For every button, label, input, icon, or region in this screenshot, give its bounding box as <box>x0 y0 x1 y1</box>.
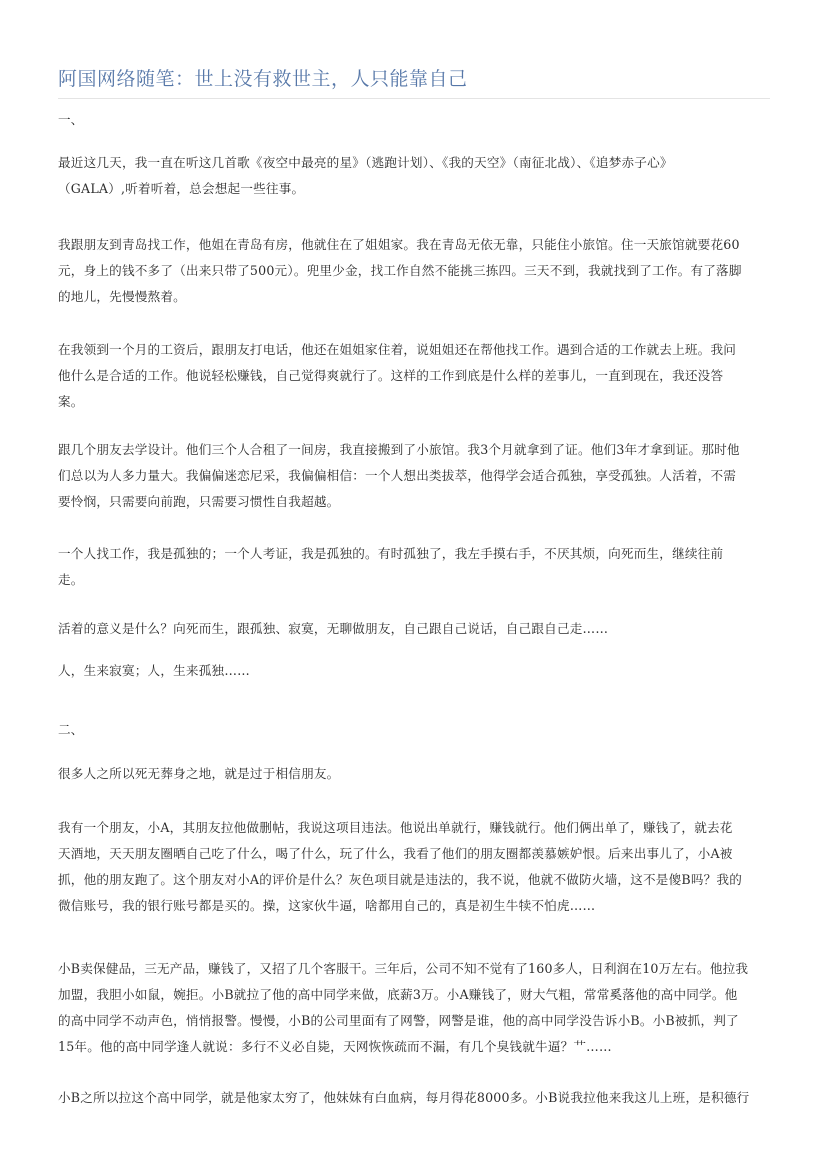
section-heading-1: 一、 <box>58 112 84 127</box>
text-line: 元，身上的钱不多了（出来只带了500元）。兜里少金，找工作自然不能挑三拣四。三天不到，我就找到了工作。有了落脚 <box>58 263 742 278</box>
text-line: 一个人找工作，我是孤独的；一个人考证，我是孤独的。有时孤独了，我左手摸右手，不厌其烦，向死而生，继续往前 <box>58 546 724 561</box>
text-line: 要怜悯，只需要向前跑，只需要习惯性自我超越。 <box>58 494 340 509</box>
paragraph <box>58 541 770 593</box>
page-title: 阿国网络随笔：世上没有救世主，人只能靠自己 <box>58 68 468 90</box>
text-line: 活着的意义是什么？向死而生，跟孤独、寂寞，无聊做朋友，自己跟自己说话，自己跟自己走…… <box>58 621 609 636</box>
text-line: 微信账号，我的银行账号都是买的。操，这家伙牛逼，啥都用自己的，真是初生牛犊不怕虎…… <box>58 898 596 913</box>
paragraph <box>58 815 770 919</box>
text-line: 人，生来寂寞；人，生来孤独…… <box>58 663 250 678</box>
text-line: 他什么是合适的工作。他说轻松赚钱，自己觉得爽就行了。这样的工作到底是什么样的差事儿，一直到现在，我还没答 <box>58 368 724 383</box>
paragraph <box>58 616 770 642</box>
text-line: 加盟，我胆小如鼠，婉拒。小B就拉了他的高中同学来做，底薪3万。小A赚钱了，财大气粗，常常奚落他的高中同学。他 <box>58 987 738 1002</box>
text-line: 的地儿，先慢慢熬着。 <box>58 289 186 304</box>
text-line: 最近这几天，我一直在听这几首歌《夜空中最亮的星》（逃跑计划）、《我的天空》（南征北战）、《追梦赤子心》 <box>58 155 673 170</box>
section-heading-2: 二、 <box>58 722 84 737</box>
text-line: 在我领到一个月的工资后，跟朋友打电话，他还在姐姐家住着，说姐姐还在帮他找工作。遇到合适的工作就去上班。我问 <box>58 342 737 357</box>
text-line: 很多人之所以死无葬身之地，就是过于相信朋友。 <box>58 766 340 781</box>
title-divider <box>58 98 770 99</box>
paragraph <box>58 337 770 415</box>
paragraph <box>58 658 770 684</box>
text-line: 走。 <box>58 572 84 587</box>
paragraph <box>58 761 770 787</box>
text-line: 案。 <box>58 394 84 409</box>
paragraph <box>58 1085 770 1111</box>
text-line: 的高中同学不动声色，悄悄报警。慢慢，小B的公司里面有了网警，网警是谁，他的高中同学没告诉小B。小B被抓，判了 <box>58 1013 739 1028</box>
paragraph <box>58 437 770 515</box>
text-line: 小B卖保健品，三无产品，赚钱了，又招了几个客服干。三年后，公司不知不觉有了160多人，日利润在10万左右。他拉我 <box>58 961 749 976</box>
paragraph <box>58 956 770 1060</box>
text-line: 们总以为人多力量大。我偏偏迷恋尼采，我偏偏相信：一个人想出类拔萃，他得学会适合孤独，享受孤独。人活着，不需 <box>58 468 737 483</box>
text-line: （GALA）,听着听着，总会想起一些往事。 <box>58 181 305 196</box>
text-line: 天酒地，天天朋友圈晒自己吃了什么，喝了什么，玩了什么，我看了他们的朋友圈都羡慕嫉妒恨。后来出事儿了，小A被 <box>58 846 733 861</box>
text-line: 我跟朋友到青岛找工作，他姐在青岛有房，他就住在了姐姐家。我在青岛无依无靠，只能住小旅馆。住一天旅馆就要花60 <box>58 237 740 252</box>
text-line: 我有一个朋友，小A，其朋友拉他做删帖，我说这项目违法。他说出单就行，赚钱就行。他们俩出单了，赚钱了，就去花 <box>58 820 733 835</box>
text-line: 抓，他的朋友跑了。这个朋友对小A的评价是什么？灰色项目就是违法的，我不说，他就不做防火墙，这不是傻B吗？我的 <box>58 872 743 887</box>
text-line: 跟几个朋友去学设计。他们三个人合租了一间房，我直接搬到了小旅馆。我3个月就拿到了证。他们3年才拿到证。那时他 <box>58 442 740 457</box>
paragraph <box>58 150 770 202</box>
text-line: 小B之所以拉这个高中同学，就是他家太穷了，他妹妹有白血病，每月得花8000多。小B说我拉他来我这儿上班，是积德行 <box>58 1090 750 1105</box>
text-line: 15年。他的高中同学逢人就说：多行不义必自毙，天网恢恢疏而不漏，有几个臭钱就牛逼？艹…… <box>58 1039 612 1054</box>
paragraph <box>58 232 770 310</box>
